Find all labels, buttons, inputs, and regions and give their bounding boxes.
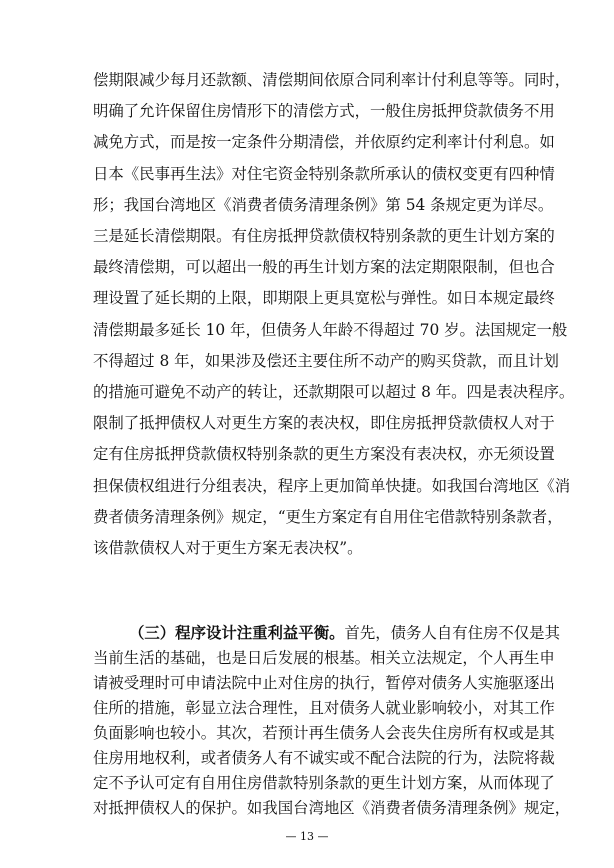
- text-line: 住房用地权利，或者债务人有不诚实或不配合法院的行为，法院将裁: [93, 749, 555, 767]
- page-number: — 13 —: [285, 830, 329, 843]
- text-line: 明确了允许保留住房情形下的清偿方式，一般住房抵押贷款债务不用: [93, 102, 555, 121]
- text-line: 该借款债权人对于更生方案无表决权”。: [93, 539, 363, 557]
- text-line: 请被受理时可申请法院中止对住房的执行，暂停对债务人实施驱逐出: [93, 674, 555, 692]
- text-line: 三是延长清偿期限。有住房抵押贷款债权特别条款的更生计划方案的: [93, 227, 555, 245]
- text-line: 费者债务清理条例》规定，“更生方案定有自用住宅借款特别条款者，: [93, 507, 563, 526]
- text-line: 不得超过 8 年，如果涉及偿还主要住所不动产的购买贷款，而且计划: [93, 351, 559, 370]
- text-line: 当前生活的基础，也是日后发展的根基。相关立法规定，个人再生申: [93, 649, 555, 667]
- text-line: 负面影响也较小。其次，若预计再生债务人会丧失住房所有权或是其: [93, 724, 555, 742]
- text-line: 的措施可避免不动产的转让，还款期限可以超过 8 年。四是表决程序。: [93, 383, 575, 401]
- text-line: 对抵押债权人的保护。如我国台湾地区《消费者债务清理条例》规定，: [93, 799, 571, 817]
- text-line: 住所的措施，彰显立法合理性，且对债务人就业影响较小，对其工作: [93, 699, 555, 717]
- text-line: 清偿期最多延长 10 年，但债务人年龄不得超过 70 岁。法国规定一般: [93, 320, 568, 339]
- text-line: 限制了抵押债权人对更生方案的表决权，即住房抵押贷款债权人对于: [93, 414, 555, 433]
- text-line: 定不予认可定有自用住房借款特别条款的更生计划方案，从而体现了: [93, 774, 555, 792]
- text-line: 理设置了延长期的上限，即期限上更具宽松与弹性。如日本规定最终: [93, 289, 555, 308]
- text-line: 定有住房抵押贷款债权特别条款的更生方案没有表决权，亦无须设置: [93, 445, 555, 464]
- section-heading: （三）程序设计注重利益平衡。: [129, 624, 345, 642]
- text-line: 最终清偿期，可以超出一般的再生计划方案的法定期限限制，但也合: [93, 258, 555, 277]
- section-first-line: [129, 623, 560, 643]
- text-line: 偿期限减少每月还款额、清偿期间依原合同利率计付利息等等。同时，: [93, 71, 571, 89]
- text-line: 担保债权组进行分组表决，程序上更加简单快捷。如我国台湾地区《消: [93, 476, 571, 495]
- text-line: 形；我国台湾地区《消费者债务清理条例》第 54 条规定更为详尽。: [93, 195, 554, 214]
- text-line: 减免方式，而是按一定条件分期清偿，并依原约定利率计付利息。如: [93, 133, 555, 152]
- section-first-line-text: 首先，债务人自有住房不仅是其: [344, 624, 560, 642]
- text-line: 日本《民事再生法》对住宅资金特别条款所承认的债权变更有四种情: [93, 164, 555, 183]
